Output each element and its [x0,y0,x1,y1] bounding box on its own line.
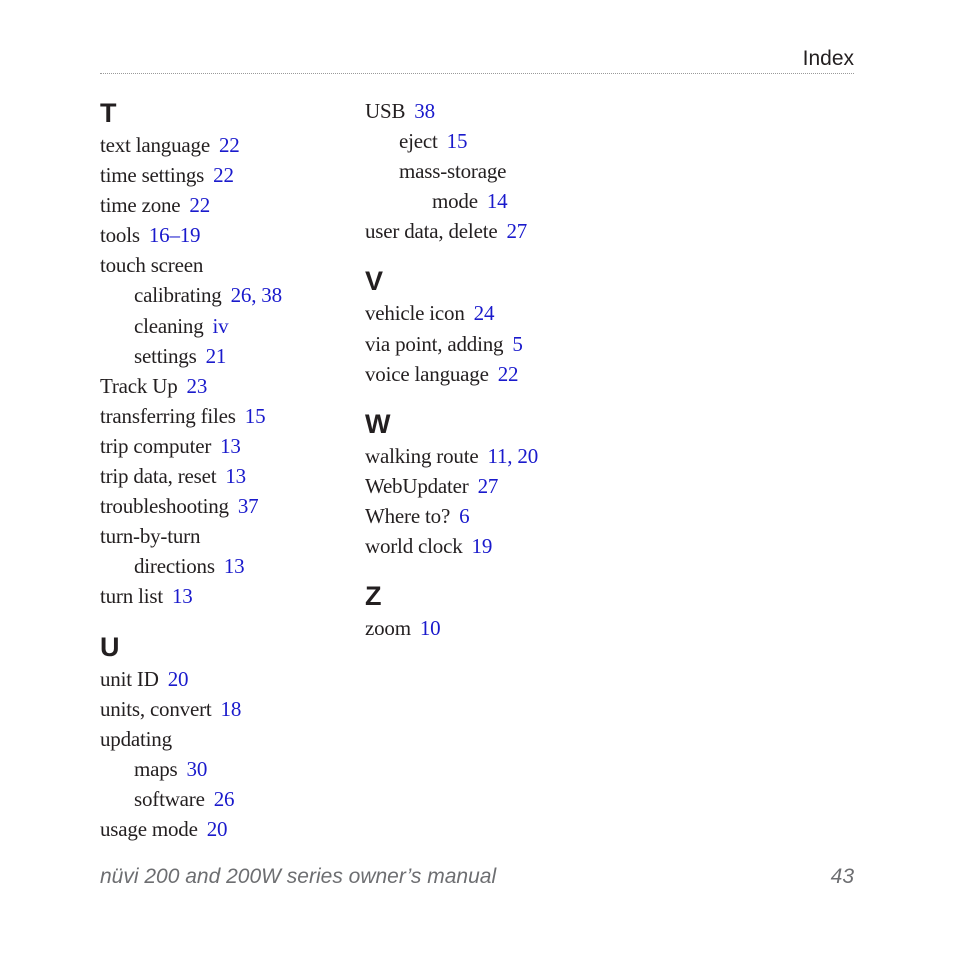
entry-term: user data, delete [365,219,498,244]
entry-term: trip computer [100,433,212,458]
index-entry [365,216,625,246]
page-link[interactable]: 22 [189,193,211,218]
index-subsubentry [365,186,625,216]
entry-term: unit ID [100,666,159,691]
entry-term: walking route [365,443,479,468]
entry-term: turn-by-turn [100,524,201,549]
index-subentry [100,754,350,784]
entry-term: units, convert [100,696,212,721]
page-link[interactable]: 23 [186,373,208,398]
page-link[interactable]: 26 [213,786,235,811]
page-link[interactable]: 14 [486,189,508,214]
page-link[interactable]: 13 [225,464,246,489]
entry-term: world clock [365,534,463,559]
page-link[interactable]: 11, 20 [487,443,538,468]
entry-term: zoom [365,616,411,641]
section-spacer [365,389,625,407]
section-spacer [100,612,350,630]
index-entry [100,250,350,280]
page-link[interactable]: 24 [473,301,495,326]
index-entry [100,220,350,250]
page-link[interactable]: 13 [220,433,241,458]
page-link[interactable]: 15 [446,129,468,154]
index-subentry [100,551,350,581]
page-link[interactable]: 10 [419,616,441,641]
section-letter-v: V [365,266,384,297]
section-letter-w: W [365,408,391,439]
index-entry [100,694,350,724]
index-entry [100,160,350,190]
entry-term: vehicle icon [365,301,465,326]
entry-term: directions [134,554,215,579]
index-entry [365,298,625,328]
entry-term: tools [100,223,140,248]
entry-term: usage mode [100,816,198,841]
index-entry [365,96,625,126]
section-spacer [365,246,625,264]
index-entry [100,664,350,694]
entry-term: Track Up [100,373,178,398]
index-entry [100,401,350,431]
index-entry [365,501,625,531]
page-link[interactable]: 21 [205,343,227,368]
index-entry [365,471,625,501]
section-spacer [365,561,625,579]
entry-term: time zone [100,193,181,218]
page-link[interactable]: 22 [497,361,519,386]
entry-term: troubleshooting [100,494,229,519]
index-column-left [100,96,350,844]
index-entry [100,461,350,491]
section-header: Index [802,47,854,70]
section-letter-u: U [100,631,120,662]
page-link[interactable]: 27 [506,219,528,244]
page-link[interactable]: 20 [206,816,228,841]
index-subentry [100,311,350,341]
index-entry [100,130,350,160]
page-link[interactable]: 27 [477,473,499,498]
index-subentry [100,341,350,371]
index-entry [100,491,350,521]
index-entry [365,613,625,643]
index-entry [100,581,350,611]
index-entry [365,441,625,471]
manual-title: nüvi 200 and 200W series owner’s manual [100,865,497,888]
page-link[interactable]: 16–19 [148,223,201,248]
index-subentry [100,784,350,814]
entry-term: cleaning [134,313,204,338]
entry-term: updating [100,726,172,751]
entry-term: settings [134,343,197,368]
page-link[interactable]: 37 [237,494,259,519]
page-link[interactable]: 6 [459,503,470,528]
page-link[interactable]: 13 [171,584,193,609]
entry-term: touch screen [100,253,204,278]
header-divider [100,73,854,74]
section-letter-t: T [100,98,117,128]
entry-term: software [134,786,205,811]
index-entry [365,329,625,359]
page-link[interactable]: 19 [471,534,493,559]
page-link[interactable]: iv [212,313,229,338]
entry-term: trip data, reset [100,464,217,489]
entry-term: time settings [100,163,205,188]
index-subentry [100,280,350,310]
entry-term: voice language [365,361,489,386]
page-link[interactable]: 20 [167,666,189,691]
entry-term: mass-storage [399,159,507,184]
page-number: 43 [830,865,854,888]
entry-term: maps [134,756,178,781]
index-entry [365,359,625,389]
entry-term: mode [432,189,478,214]
index-entry [365,531,625,561]
page-link[interactable]: 38 [414,99,435,123]
page-link[interactable]: 13 [223,554,245,579]
entry-term: WebUpdater [365,473,469,498]
entry-term: via point, adding [365,331,504,356]
entry-term: USB [365,99,406,123]
entry-term: turn list [100,584,163,609]
entry-term: transferring files [100,403,236,428]
entry-term: Where to? [365,503,451,528]
page-link[interactable]: 22 [218,133,240,157]
entry-term: calibrating [134,283,222,308]
index-entry [100,371,350,401]
index-subentry [365,156,625,186]
index-subentry [365,126,625,156]
page-link[interactable]: 22 [213,163,234,188]
entry-term: text language [100,133,210,157]
page-link[interactable]: 15 [244,403,266,428]
page-link[interactable]: 18 [220,696,242,721]
index-entry [100,724,350,754]
index-entry [100,521,350,551]
page-link[interactable]: 26, 38 [230,283,282,308]
page-link[interactable]: 30 [186,756,208,781]
index-entry [100,190,350,220]
index-entry [100,814,350,844]
index-column-right [365,96,625,643]
entry-term: eject [399,129,438,154]
index-entry [100,431,350,461]
section-letter-z: Z [365,581,382,612]
page-link[interactable]: 5 [512,331,523,356]
